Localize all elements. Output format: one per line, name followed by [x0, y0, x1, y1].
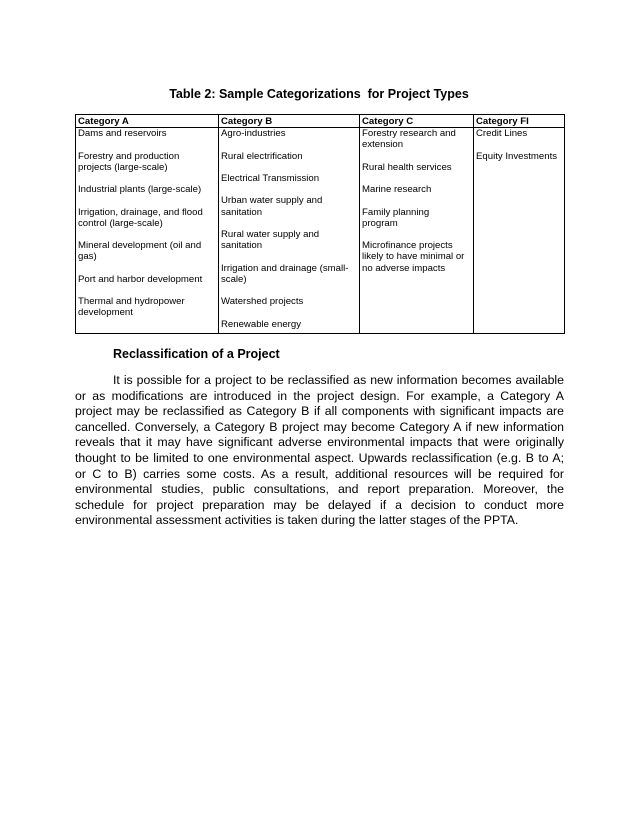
project-type-item — [221, 263, 357, 285]
project-type-item — [221, 319, 357, 330]
project-type-line: Forestry and production — [78, 150, 180, 162]
header-category-a: Category A — [76, 115, 219, 128]
project-type-item — [362, 128, 471, 150]
body-paragraph: It is possible for a project to be reclassified as new information becomes available or as modifications are introduced in the project design. For example, a Category A project may be reclassified as Category B if all components with significant impacts are cancelled. Conversely, a Category B project may become Category A if new information reveals that it may have significant adverse environmental impacts that were originally thought to be limited to one environmental aspect. Upwards reclassification (e.g. B to A; or C to B) carries some costs. As a result, additional resources will be required for environmental studies, public consultations, and report preparation. Moreover, the schedule for project preparation may be delayed if a decision to conduct more environmental assessment activities is taken during the latter stages of the PPTA. — [75, 373, 564, 528]
project-type-line: likely to have minimal or — [362, 251, 465, 263]
project-type-line: Equity Investments — [476, 150, 558, 162]
table-row — [76, 128, 565, 334]
project-type-line: Credit Lines — [476, 128, 528, 140]
project-type-line: Irrigation, drainage, and flood — [78, 206, 203, 218]
project-type-item — [221, 229, 357, 251]
project-type-item — [221, 296, 357, 307]
project-type-line: Irrigation and drainage (small- — [221, 262, 349, 274]
table-header-row — [76, 115, 565, 128]
project-type-item — [476, 128, 562, 139]
project-type-item — [78, 274, 216, 285]
project-type-line: Marine research — [362, 184, 432, 196]
project-type-line: Port and harbor development — [78, 273, 203, 285]
item-gap — [476, 139, 562, 150]
project-type-line: Dams and reservoirs — [78, 128, 167, 140]
item-gap — [362, 173, 471, 184]
project-type-line: gas) — [78, 251, 97, 263]
project-type-line: program — [362, 217, 398, 229]
project-type-item — [78, 296, 216, 318]
project-type-item — [221, 173, 357, 184]
item-gap — [78, 139, 216, 150]
item-gap — [362, 229, 471, 240]
project-type-line: Renewable energy — [221, 318, 302, 330]
project-type-item — [78, 207, 216, 229]
project-type-item — [78, 128, 216, 139]
section-heading: Reclassification of a Project — [113, 347, 280, 361]
project-type-line: no adverse impacts — [362, 262, 446, 274]
project-type-item — [362, 240, 471, 274]
project-type-line: Rural health services — [362, 161, 452, 173]
project-type-item — [362, 207, 471, 229]
project-type-line: Urban water supply and — [221, 195, 323, 207]
cell-category-b — [219, 128, 360, 334]
item-gap — [221, 307, 357, 318]
project-type-line: sanitation — [221, 240, 263, 252]
project-type-item — [362, 184, 471, 195]
table-title: Table 2: Sample Categorizations for Project Types — [169, 87, 469, 101]
project-type-item — [221, 128, 357, 139]
project-type-line: scale) — [221, 273, 247, 285]
project-type-line: Mineral development (oil and — [78, 240, 202, 252]
item-gap — [221, 184, 357, 195]
project-type-line: control (large-scale) — [78, 217, 163, 229]
project-type-item — [78, 151, 216, 173]
project-type-line: Watershed projects — [221, 296, 304, 308]
project-type-line: Agro-industries — [221, 128, 286, 140]
cell-category-c — [360, 128, 474, 334]
project-type-item — [476, 151, 562, 162]
project-type-line: Microfinance projects — [362, 240, 453, 252]
project-type-line: Rural water supply and — [221, 228, 320, 240]
project-type-line: Electrical Transmission — [221, 172, 320, 184]
item-gap — [362, 151, 471, 162]
categorization-table — [75, 114, 565, 334]
project-type-line: Thermal and hydropower — [78, 296, 185, 308]
project-type-line: projects (large-scale) — [78, 161, 168, 173]
project-type-item — [362, 162, 471, 173]
project-type-line: Rural electrification — [221, 150, 303, 162]
header-category-c: Category C — [360, 115, 474, 128]
project-type-line: extension — [362, 139, 404, 151]
item-gap — [221, 139, 357, 150]
project-type-item — [78, 184, 216, 195]
item-gap — [78, 173, 216, 184]
project-type-line: Forestry research and — [362, 128, 456, 140]
header-category-fi: Category FI — [474, 115, 565, 128]
item-gap — [78, 229, 216, 240]
item-gap — [78, 285, 216, 296]
header-category-b: Category B — [219, 115, 360, 128]
item-gap — [221, 251, 357, 262]
item-gap — [221, 218, 357, 229]
project-type-line: Industrial plants (large-scale) — [78, 184, 202, 196]
item-gap — [221, 162, 357, 173]
item-gap — [78, 195, 216, 206]
cell-category-fi — [474, 128, 565, 334]
item-gap — [78, 263, 216, 274]
project-type-line: Family planning — [362, 206, 430, 218]
cell-category-a — [76, 128, 219, 334]
item-gap — [362, 195, 471, 206]
project-type-line: sanitation — [221, 206, 263, 218]
project-type-line: development — [78, 307, 133, 319]
project-type-item — [221, 151, 357, 162]
project-type-item — [78, 240, 216, 262]
item-gap — [221, 285, 357, 296]
project-type-item — [221, 195, 357, 217]
